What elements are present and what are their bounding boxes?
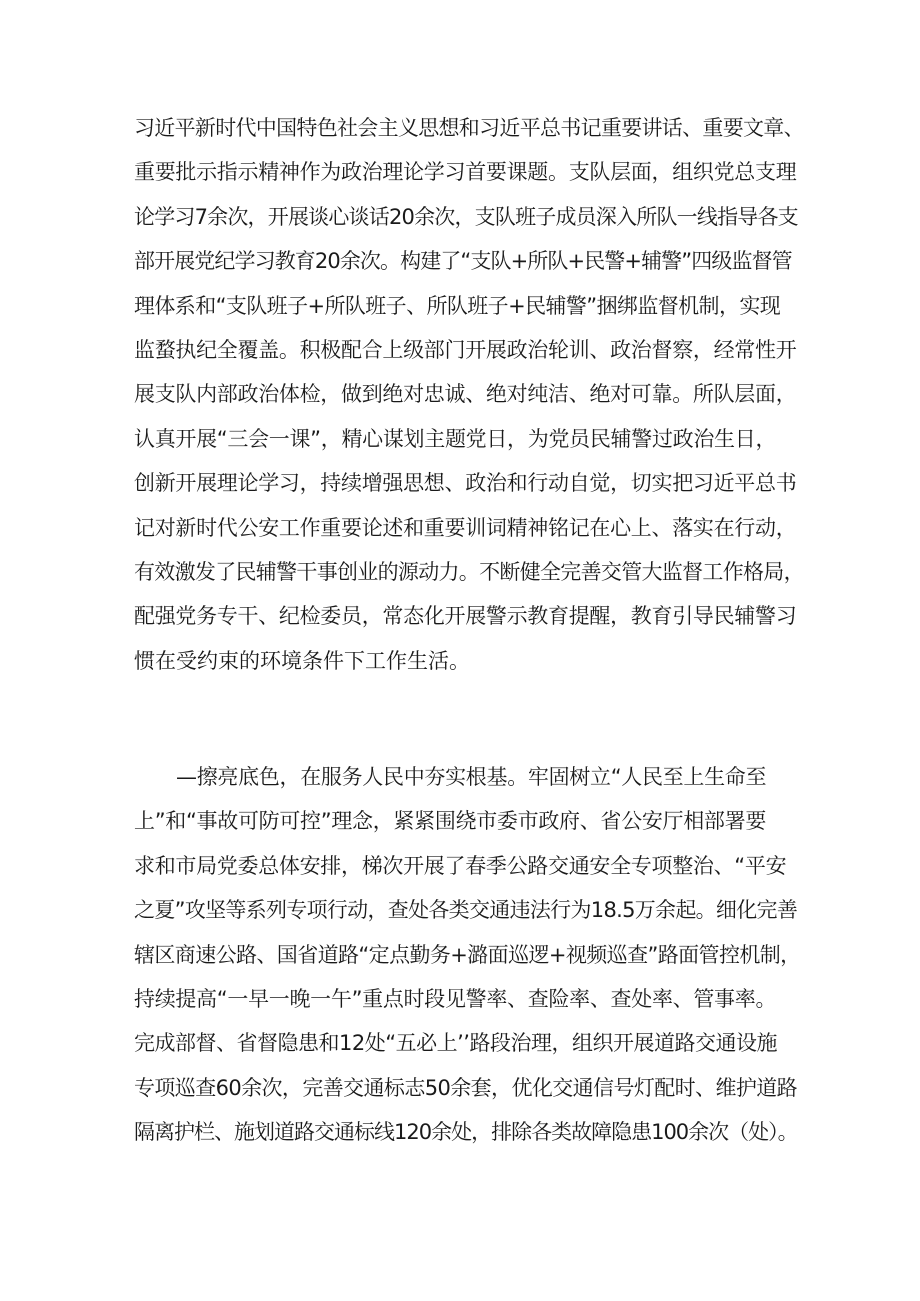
paragraph-2-line: —擦亮底色，在服务人民中夯实根基。牢固树立“人民至上生命至: [176, 765, 767, 789]
paragraph-2-line: 求和市局党委总体安排，梯次开展了春季公路交通安全专项整治、“平安: [134, 853, 787, 878]
paragraph-1-line: 有效激发了民辅警干事创业的源动力。不断健全完善交管大监督工作格局，: [134, 560, 804, 585]
paragraph-1-line: 惯在受约束的环境条件下工作生活。: [134, 648, 470, 673]
paragraph-2-line: 上”和“事故可防可控”理念，紧紧围绕市委市政府、省公安厅相部署要: [134, 809, 767, 834]
paragraph-1-line: 展支队内部政治体检，做到绝对忠诚、绝对纯洁、绝对可靠。所队层面，: [134, 382, 797, 407]
paragraph-2-line: 隔离护栏、施划道路交通标线120余处，排除各类故障隐患100余次（处）。: [134, 1120, 798, 1145]
paragraph-2-line: 完成部督、省督隐患和12处“五必上’’路段治理，组织开展道路交通设施: [134, 1031, 777, 1056]
paragraph-2-line: 辖区商速公路、国省道路“定点勤务+潞面巡逻+视频巡查”路面管控机制，: [134, 942, 801, 967]
paragraph-1-line: 创新开展理论学习，持续增强思想、政治和行动自觉，切实把习近平总书: [134, 471, 797, 496]
paragraph-1-line: 认真开展“三会一课”，精心谋划主题党日，为党员民辅警过政治生日，: [134, 426, 777, 451]
paragraph-1-line: 监蝥执纪全覆盖。积极配合上级部门开展政治轮训、政治督察，经常性开: [134, 338, 797, 363]
paragraph-1-line: 记对新时代公安工作重要论述和重要训词精神铭记在心上、落实在行动，: [134, 515, 797, 540]
paragraph-2: [134, 755, 804, 1155]
paragraph-1-line: 重要批示指示精神作为政治理论学习首要课题。支队层面，组织党总支理: [134, 160, 797, 185]
paragraph-1-line: 理体系和“支队班子+所队班子、所队班子+民辅警”捆绑监督机制，实现: [134, 293, 781, 318]
paragraph-1-line: 部开展党纪学习教育20余次。构建了“支队+所队+民警+辅警”四级监督管: [134, 249, 792, 274]
paragraph-2-line: 之夏”攻坚等系列专项行动，查处各类交通违法行为18.5万余起。细化完善: [134, 898, 798, 923]
paragraph-1: [134, 106, 804, 683]
paragraph-1-line: 配强党务专干、纪检委员，常态化开展警示教育提醒，教育引导民辅警习: [134, 604, 797, 629]
paragraph-1-line: 习近平新时代中国特色社会主义思想和习近平总书记重要讲话、重要文章、: [134, 116, 804, 140]
paragraph-2-line: 专项巡查60余次，完善交通标志50余套，优化交通信号灯配时、维护道路: [134, 1075, 798, 1100]
paragraph-2-line: 持续提高“一早一晚一午”重点时段见警率、查险率、查处率、管事率。: [134, 987, 777, 1012]
paragraph-1-line: 论学习7余次，开展谈心谈话20余次，支队班子成员深入所队一线指导各支: [134, 204, 798, 229]
